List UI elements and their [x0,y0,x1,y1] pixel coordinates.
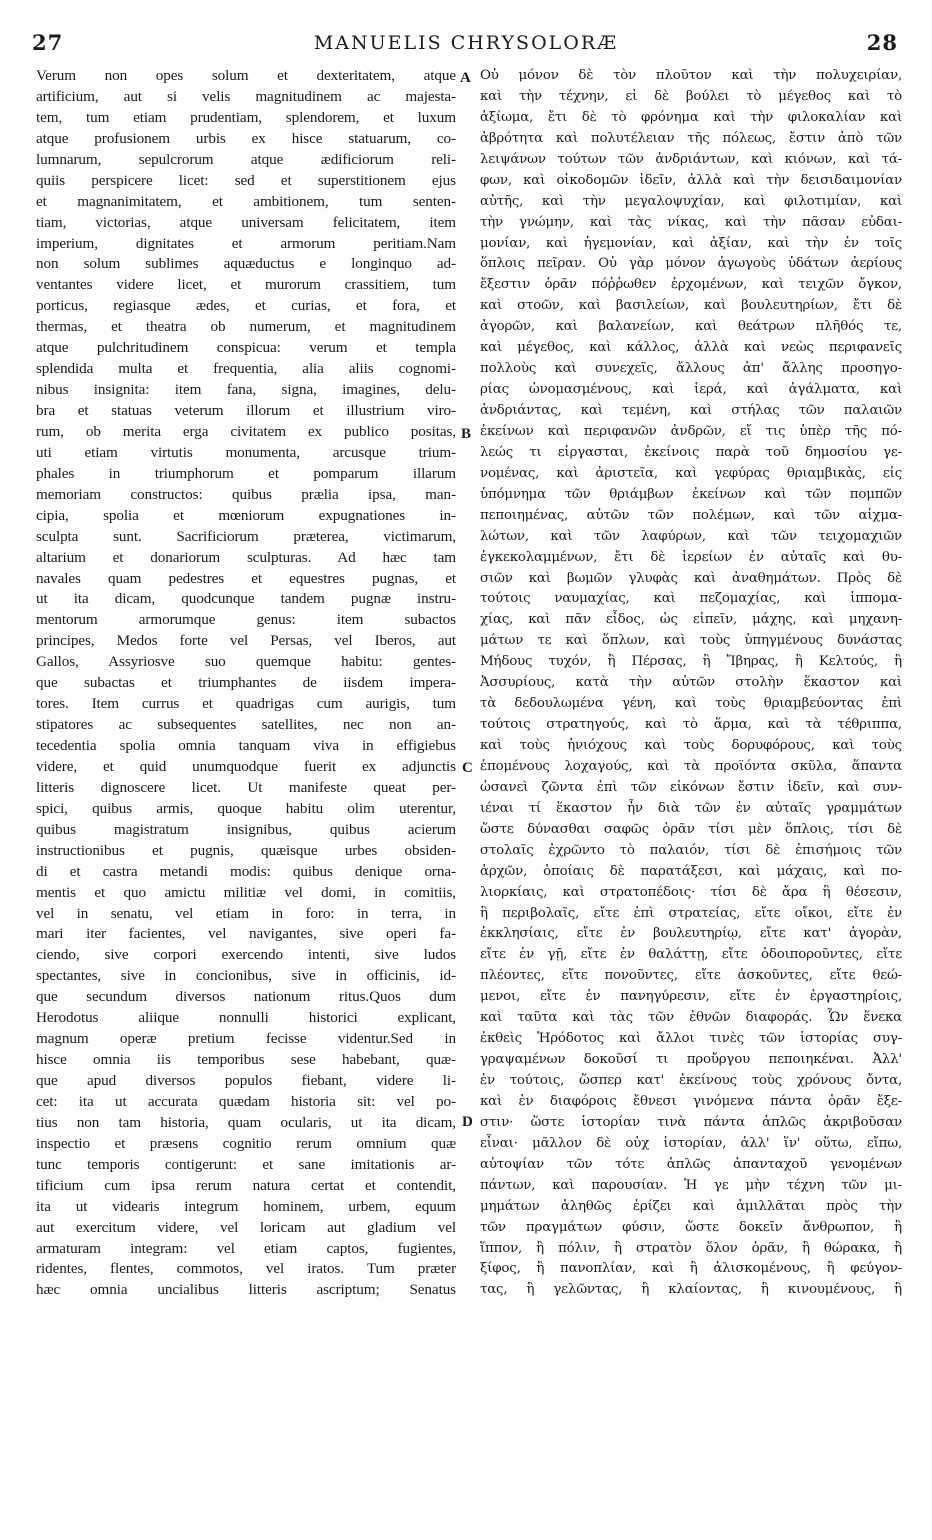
greek-text-line: καὶ ἐν διαφόροις ἔθνεσι γινόμενα πάντα ὁρᾶν ἔξε- [480,1093,902,1109]
latin-text-line: mentis et quo amictu militiæ vel domi, in comitiis, [36,883,456,901]
latin-text-line: uti etiam virtutis monumenta, arcusque trium- [36,443,456,461]
latin-text-line: Gallos, Assyriosve suo quemque habitu: gentes- [36,653,456,671]
right-page-number: 28 [866,30,898,55]
latin-text-line: tores. Item currus et quadrigas cum aurigis, tum [36,695,456,713]
greek-text-line: μενοι, εἴτε ἐν πανηγύρεσιν, εἴτε ἐν ἐργαστηρίοις, [480,989,902,1005]
latin-text-line: imperium, dignitates et armorum peritiam.Nam [36,234,456,252]
greek-text-line: μονίαν, καὶ ἡγεμονίαν, καὶ ἀξίαν, καὶ τὴν ἐν τοῖς [480,235,902,251]
page-header [0,30,932,64]
latin-text-line: spectantes, sive in concionibus, sive in officinis, id- [36,967,456,985]
greek-text-line: τῶν πραγμάτων φύσιν, ὥστε δοκεῖν ἄνθρωπον, ἢ [480,1219,902,1235]
greek-text-line: στιν· ὥστε ἱστορίαν τινὰ πάντα ἁπλῶς ἀκριβοῦσαν [480,1114,902,1130]
greek-text-line: καὶ στοῶν, καὶ βασιλείων, καὶ βουλευτηρίων, ἔτι δὲ [480,298,902,314]
greek-text-line: καὶ μέγεθος, καὶ κάλλος, ἀλλὰ καὶ νεὼς περιφανεῖς [480,340,902,356]
latin-text-line: que subactas et triumphantes de iisdem impera- [36,674,456,692]
latin-text-line: atque profusionem urbis ex hisce statuarum, co- [36,129,456,147]
greek-text-line: ἐν τούτοις, ὥσπερ κατ' ἐκείνους τοὺς χρόνους ὄντα, [480,1073,902,1088]
latin-text-line: memoriam constructos: quibus prælia ipsa, man- [36,485,456,503]
greek-text-line: σιῶν καὶ βωμῶν γλυφὰς καὶ ἀναθημάτων. Πρὸς δὲ [480,570,902,586]
greek-text-line: αὐτοψίαν τῶν τότε ἁπλῶς ἁπανταχοῦ γενομένων [480,1156,902,1172]
greek-text-line: μάτων τε καὶ ὅπλων, καὶ τοὺς ὑπηγμένους δυνάστας [480,633,902,649]
latin-text-line: hæc omnia uncialibus litteris ascriptum; Senatus [36,1281,456,1299]
greek-text-line: ἑπομένους λοχαγούς, καὶ τὰ προϊόντα σκῦλα, ἅπαντα [480,758,902,774]
latin-text-line: navales quam pedestres et equestres pugnas, et [36,569,456,587]
greek-text-line: πολλοὺς καὶ συνεχεῖς, ἄλλους ἀπ' ἄλλης προσηγο- [480,361,902,377]
latin-text-line: sculpta sunt. Sacrificiorum præterea, victimarum, [36,527,456,545]
greek-text-line: Ἀσσυρίους, κατὰ τὴν αὐτῶν στολὴν ἕκαστον καὶ [480,675,902,691]
latin-text-line: ciendo, sive corpori exercendo intenti, sive ludos [36,946,456,964]
greek-text-line: τὴν γνώμην, καὶ τὰς νίκας, καὶ τὴν πᾶσαν εὐδαι- [480,214,902,230]
latin-text-line: cet: ita ut accurata quædam historia sit: vel po- [36,1092,456,1110]
greek-text-line: ἵππον, ἢ πόλιν, ἢ στρατὸν ὅλον ὁρᾶν, ἢ θώρακα, ἢ [480,1240,902,1256]
greek-text-line: εἴτε ἐν γῇ, εἴτε ἐν θαλάττῃ, εἴτε ὁδοιποροῦντες, εἴτε [480,947,902,963]
latin-text-line: videre, et quid unumquodque fuerit ex adjunctis [36,757,456,775]
greek-text-line: φων, καὶ οἰκοδομῶν ἰδεῖν, ἀλλὰ καὶ τὴν δεισιδαιμονίαν [480,172,902,188]
greek-text-line: πεποιημένας, αὐτῶν τῶν πολέμων, καὶ τῶν αἰχμα- [480,507,902,523]
latin-text-line: tius non tam historia, quam ocularis, ut ita dicam, [36,1113,456,1131]
greek-text-line: πλέοντες, εἴτε πονοῦντες, εἴτε ἀσκοῦντες, εἴτε θεώ- [480,968,902,984]
latin-text-line: phales in triumphorum et pomparum illarum [36,464,456,482]
greek-text-line: ἀξίωμα, ἔτι δὲ τὸ φρόνημα καὶ τὴν φιλοκαλίαν καὶ [480,109,902,125]
latin-text-line: tiam, victorias, atque universam felicitatem, item [36,213,456,231]
latin-text-column [36,66,456,1526]
latin-text-line: bra et statuas veterum illorum et illustrium viro- [36,402,456,419]
greek-text-line: ὡσανεὶ ζῶντα ἐπὶ τῶν εἰκόνων ἔστιν ἰδεῖν, καὶ συν- [480,779,902,795]
latin-text-line: quiis perspicere licet: sed et superstitionem ejus [36,171,456,189]
greek-text-line: ξίφος, ἢ πανοπλίαν, καὶ ἢ ἁλισκομένους, ἢ φεύγον- [480,1261,902,1277]
section-marker-a: A [460,70,471,86]
greek-text-line: ὥστε δύνασθαι σαφῶς ὁρᾶν τίσι μὲν ὅπλοις, τίσι δὲ [480,821,902,837]
latin-text-line: Verum non opes solum et dexteritatem, atque [36,67,456,84]
greek-text-line: ἐκθεὶς Ἡρόδοτος καὶ ἄλλοι τινὲς τῶν ἱστορίας συγ- [480,1031,902,1047]
greek-text-line: λειψάνων τούτων τῶν ἀνδριάντων, καὶ κιόνων, καὶ τά- [480,151,902,167]
greek-text-line: τας, ἢ γελῶντας, ἢ κλαίοντας, ἢ κινουμένους, ἢ [480,1282,902,1298]
latin-text-line: tecedentia spolia omnia tanquam viva in effigiebus [36,737,456,754]
greek-text-line: ἀνδριάντας, καὶ τεμένη, καὶ στήλας τῶν παλαιῶν [480,403,902,418]
latin-text-line: thermas, et theatra ob numerum, et magnitudinem [36,318,456,336]
greek-text-line: ἐγκεκολαμμένων, ἔτι δὲ ἱερείων ἐν αὐταῖς καὶ θυ- [480,549,902,565]
latin-text-line: hisce omnia iis temporibus sese habebant, quæ- [36,1051,456,1069]
latin-text-line: principes, Medos forte vel Persas, vel Iberos, aut [36,632,456,650]
running-title: MANUELIS CHRYSOLORÆ [313,32,619,54]
section-marker-c: C [462,760,473,776]
latin-text-line: stipatores ac subsequentes satellites, nec non an- [36,716,456,734]
latin-text-line: spici, quibus armis, quoque habitu olim uterentur, [36,799,456,817]
latin-text-line: ut ita dicam, quodcunque tandem pugnæ instru- [36,590,456,608]
latin-text-line: atque pulchritudinem conspicua: verum et templa [36,339,456,357]
greek-text-line: λιορκίαις, καὶ στρατοπέδοις· τίσι δὲ ἄρα ἢ θέσεσιν, [480,884,902,900]
latin-text-line: instructionibus et pugnis, quæisque urbes obsiden- [36,841,456,859]
latin-text-line: tem, tum etiam prudentiam, splendorem, et luxum [36,108,456,126]
greek-text-line: πάντων, καὶ παρουσίαν. Ἡ γε μὴν τέχνη τῶν μι- [480,1177,902,1193]
latin-text-line: nibus insignita: item fana, signa, imagines, delu- [36,381,456,399]
latin-text-line: ridentes, flentes, commotos, vel iratos. Tum præter [36,1260,456,1278]
latin-text-line: que apud diversos populos fiebant, videre li- [36,1072,456,1089]
greek-text-line: καὶ τὴν τέχνην, εἰ δὲ βούλει τὸ μέγεθος καὶ τὸ [480,88,902,104]
greek-text-line: αὐτῆς, καὶ τὴν μεγαλοψυχίαν, καὶ φιλοτιμίαν, καὶ [480,193,902,209]
greek-text-line: στολαῖς ἐχρῶντο τὸ παλαιόν, τίσι δὲ ἐπισήμοις τῶν [480,842,902,858]
greek-text-line: ἀρχῶν, ὁποίαις δὲ παρατάξεσι, καὶ μάχαις, καὶ πο- [480,863,902,879]
latin-text-line: et magnanimitatem, et ambitionem, tum senten- [36,192,456,210]
section-marker-b: B [461,426,472,442]
greek-text-line: ὑπόμνημα τῶν θριάμβων ἐκείνων καὶ τῶν πομπῶν [480,486,902,502]
greek-text-line: ἢ περιβολαῖς, εἴτε ἐπὶ στρατείας, εἴτε οἴκοι, εἴτε ἐν [480,905,902,921]
latin-text-line: tificium cum ipsa rerum natura certat et contendit, [36,1176,456,1194]
greek-text-line: ιέναι τί ἕκαστον ἦν διὰ τῶν ἐν αὐταῖς γραμμάτων [480,800,902,816]
latin-text-line: Herodotus aliique nonnulli historici explicant, [36,1009,456,1027]
greek-text-line: ἐκείνων καὶ περιφανῶν ἀνδρῶν, εἴ τις ὑπὲρ τῆς πό- [480,423,902,439]
greek-text-line: ἐκκλησίαις, εἴτε ἐν βουλευτηρίῳ, εἴτε κατ' ἀγορὰν, [480,926,902,942]
latin-text-line: artificium, aut si velis magnitudinem ac majesta- [36,87,456,105]
latin-text-line: rum, ob merita erga civitatem ex publico positas, [36,422,456,440]
latin-text-line: splendida multa et frequentia, alia aliis cognomi- [36,360,456,378]
greek-text-line: ἀγορῶν, καὶ βαλανείων, καὶ θεάτρων πλῆθός τε, [480,319,902,335]
greek-text-line: λεώς τι εἰργασται, ἐκείνοις παρὰ τοῦ δημοσίου γε- [480,444,902,460]
greek-text-line: τὰ δεδουλωμένα γένη, καὶ τοὺς θριαμβεύοντας ἐπὶ [480,696,902,712]
greek-text-line: ἁβρότητα καὶ πολυτέλειαν τῆς πόλεως, ἔστιν ἀπὸ τῶν [480,130,902,146]
left-page-number: 27 [32,30,64,55]
latin-text-line: que secundum diversos nationum ritus.Quos dum [36,988,456,1006]
latin-text-line: mentorum armorumque genus: item subactos [36,611,456,629]
latin-text-line: mari iter facientes, vel navigantes, sive operi fa- [36,925,456,943]
greek-text-line: νομένας, καὶ ἀριστεῖα, καὶ γεφύρας θριαμβικὰς, εἰς [480,465,902,481]
greek-text-line: καὶ ταῦτα καὶ τὰς τῶν ἐθνῶν διαφοράς. Ὧν ἕνεκα [480,1010,902,1026]
latin-text-line: quibus magistratum insignibus, quibus acierum [36,820,456,838]
greek-text-line: μημάτων ἁληθῶς ἐρίζει καὶ ἁμιλλᾶται πρὸς τὴν [480,1198,902,1214]
section-marker-d: D [462,1114,473,1130]
greek-text-line: ἔξεστιν ὁρᾶν πόῤῥωθεν ἐρχομένων, καὶ τειχῶν ὄγκον, [480,277,902,293]
latin-text-line: aut exercitum videre, vel loricam aut gladium vel [36,1218,456,1236]
latin-text-line: non solum sublimes aquæductus e longinquo ad- [36,255,456,273]
greek-text-column [480,66,902,1526]
greek-text-line: χίας, καὶ πᾶν εἶδος, ὡς εἰπεῖν, μάχης, καὶ μηχανη- [480,612,902,628]
latin-text-line: ventantes videre licet, et murorum crassitiem, tum [36,276,456,294]
greek-text-line: λώτων, καὶ τῶν λαφύρων, καὶ τῶν τειχομαχιῶν [480,528,902,544]
greek-text-line: ρίας ὠνομασμένους, καὶ ἱερά, καὶ ἀγάλματα, καὶ [480,382,902,398]
latin-text-line: di et castra metandi modis: quibus denique orna- [36,862,456,880]
latin-text-line: vel in senatu, vel etiam in foro: in terra, in [36,904,456,922]
greek-text-line: γραψαμένων δοκοῦσί τι προὔργου πεποιηκέναι. Ἀλλ' [480,1052,902,1068]
latin-text-line: tunc temporis contigerunt: et sane imitationis ar- [36,1155,456,1173]
greek-text-line: ὅπλοις πεῖραν. Οὐ γὰρ μόνον ἀγωγοὺς ὑδάτων ἀερίους [480,256,902,272]
greek-text-line: Οὐ μόνον δὲ τὸν πλοῦτον καὶ τὴν πολυχειρίαν, [480,68,902,83]
latin-text-line: magnum operæ pretium fecisse videntur.Sed in [36,1030,456,1048]
greek-text-line: καὶ τοὺς ἡνιόχους καὶ τοὺς δορυφόρους, καὶ τοὺς [480,738,902,753]
latin-text-line: armaturam integram: vel etiam captos, fugientes, [36,1239,456,1257]
latin-text-line: litteris dignoscere licet. Ut manifeste queat per- [36,778,456,796]
greek-text-line: τούτοις στρατηγούς, καὶ τὸ ἅρμα, καὶ τὰ τέθριππα, [480,717,902,733]
greek-text-line: τούτοις ναυμαχίας, καὶ πεζομαχίας, καὶ ἱππομα- [480,591,902,607]
latin-text-line: inspectio et præsens cognitio rerum omnium quæ [36,1134,456,1152]
greek-text-line: εἶναι· μᾶλλον δὲ οὐχ ἱστορίαν, ἀλλ' ἵν' οὕτω, εἴπω, [480,1135,902,1151]
latin-text-line: cipia, spolia et mœniorum expugnationes in- [36,506,456,524]
greek-text-line: Μήδους τυχόν, ἢ Πέρσας, ἢ Ἴβηρας, ἢ Κελτούς, ἢ [480,654,902,670]
latin-text-line: porticus, regiasque ædes, et curias, et fora, et [36,297,456,315]
latin-text-line: ita ut videaris integrum hominem, urbem, equum [36,1197,456,1215]
latin-text-line: altarium et donariorum sculpturas. Ad hæc tam [36,548,456,566]
latin-text-line: lumnarum, sepulcrorum atque ædificiorum reli- [36,150,456,168]
